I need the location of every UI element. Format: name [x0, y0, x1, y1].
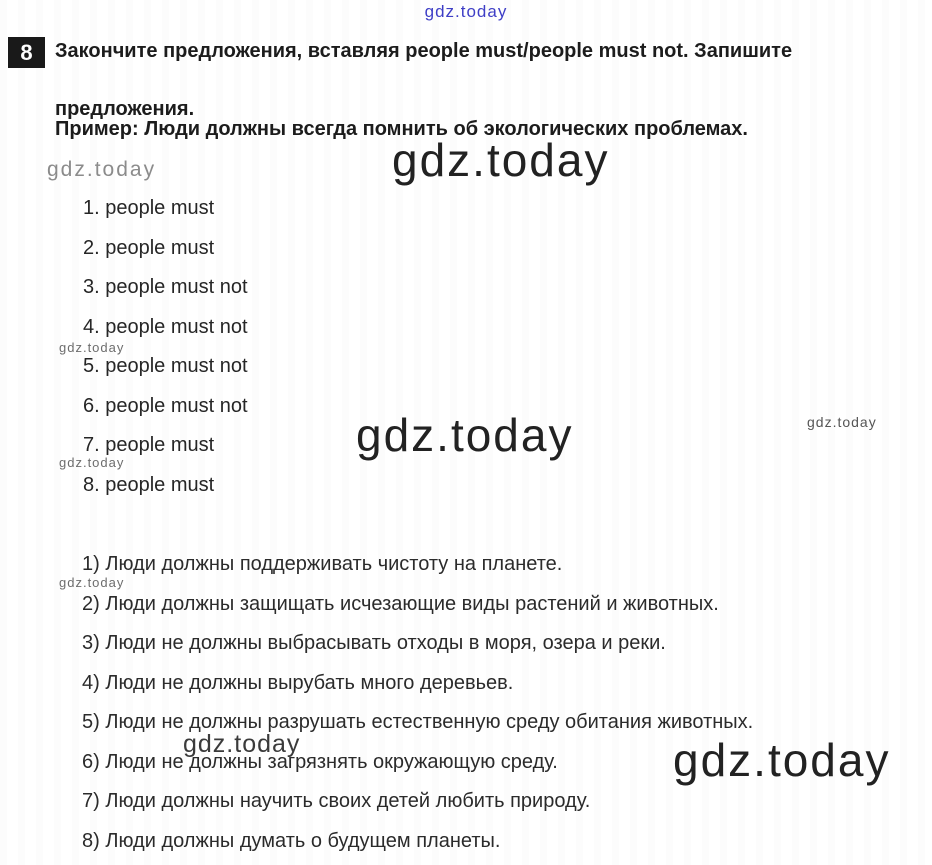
answer-number: 8)	[82, 829, 100, 852]
answer-number: 6)	[82, 750, 100, 773]
answer-number: 2)	[82, 592, 100, 615]
answers-list	[82, 553, 753, 865]
watermark-left-gray: gdz.today	[47, 158, 157, 181]
answer-text: Люди должны защищать исчезающие виды растений и животных.	[105, 592, 719, 615]
exercise-item-text: people must	[105, 236, 215, 259]
watermark-small-1: gdz.today	[59, 340, 125, 355]
watermark-small-right: gdz.today	[807, 414, 877, 430]
watermark-medium-bottom: gdz.today	[183, 730, 301, 758]
answer-text: Люди не должны загрязнять окружающую среду.	[105, 750, 558, 773]
answer-text: Люди должны думать о будущем планеты.	[105, 829, 501, 852]
answer-number: 4)	[82, 671, 100, 694]
exercise-item-number: 2.	[83, 236, 100, 259]
answer-item	[82, 632, 753, 655]
task-title-line1: Закончите предложения, вставляя people must/people must not. Запишите	[55, 40, 793, 62]
answer-item	[82, 672, 753, 695]
exercise-number-badge: 8	[8, 37, 45, 68]
answer-number: 1)	[82, 553, 100, 575]
exercise-item	[83, 237, 248, 259]
answer-text: Люди не должны разрушать естественную среду обитания животных.	[105, 711, 754, 733]
exercise-item-number: 6.	[83, 394, 100, 417]
exercise-item	[83, 474, 248, 496]
watermark-small-2: gdz.today	[59, 455, 125, 470]
answer-number: 7)	[82, 790, 100, 812]
answer-text: Люди должны научить своих детей любить природу.	[105, 790, 591, 812]
watermark-large-center-top: gdz.today	[392, 134, 610, 186]
exercise-item-text: people must not	[105, 355, 248, 377]
exercise-item-text: people must not	[105, 276, 248, 298]
exercise-item-text: people must not	[105, 394, 248, 417]
answer-item	[82, 790, 753, 813]
answer-item	[82, 593, 753, 616]
answer-text: Люди не должны вырубать много деревьев.	[105, 671, 514, 694]
exercise-item-number: 4.	[83, 315, 100, 338]
exercise-item	[83, 434, 248, 456]
exercise-item-number: 7.	[83, 434, 100, 456]
exercise-item-number: 1.	[83, 197, 100, 219]
exercise-item	[83, 395, 248, 417]
answer-number: 3)	[82, 632, 100, 654]
watermark-top: gdz.today	[424, 2, 508, 21]
task-example: Пример: Люди должны всегда помнить об экологических проблемах.	[55, 118, 748, 140]
exercise-item-text: people must not	[105, 315, 248, 338]
answer-item	[82, 553, 753, 576]
exercise-item-text: people must	[105, 434, 215, 456]
watermark-large-center-mid: gdz.today	[356, 409, 574, 461]
exercise-item-number: 5.	[83, 355, 100, 377]
exercise-item-text: people must	[105, 197, 215, 219]
exercise-item	[83, 355, 248, 377]
answer-item	[82, 830, 753, 853]
exercise-item	[83, 197, 248, 219]
watermark-large-bottom-right: gdz.today	[673, 734, 891, 786]
exercise-item	[83, 276, 248, 298]
answer-number: 5)	[82, 711, 100, 733]
answer-text: Люди не должны выбрасывать отходы в моря, озера и реки.	[105, 632, 666, 654]
exercise-item	[83, 316, 248, 338]
watermark-small-3: gdz.today	[59, 575, 125, 590]
exercise-item-number: 3.	[83, 276, 100, 298]
answer-text: Люди должны поддерживать чистоту на планете.	[105, 553, 563, 575]
exercise-item-text: people must	[105, 473, 215, 496]
exercise-item-number: 8.	[83, 473, 100, 496]
task-title-line2: предложения.	[55, 98, 195, 120]
